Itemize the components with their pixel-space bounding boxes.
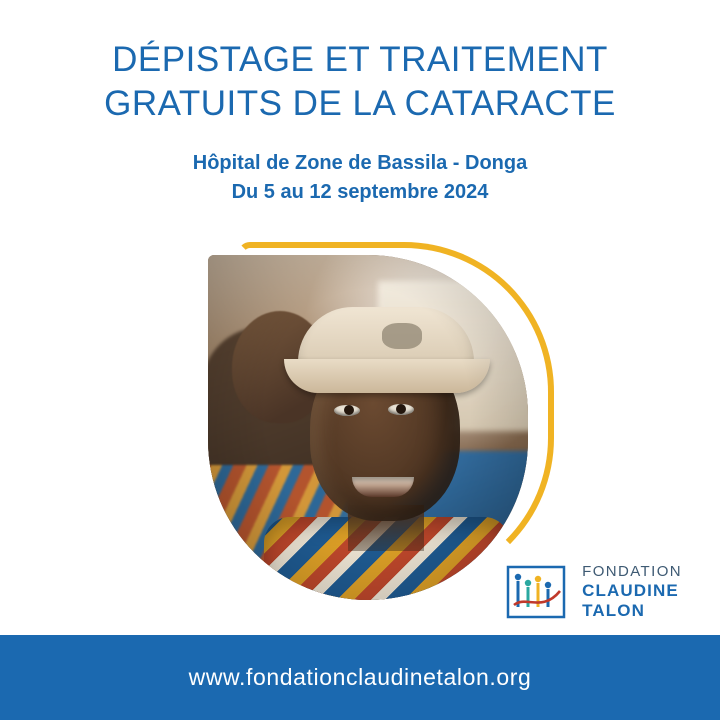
subject-smile [352,477,414,497]
subject-pupil-right [396,404,406,414]
website-url[interactable]: www.fondationclaudinetalon.org [188,664,532,690]
hero-photo [208,255,528,600]
visual-area [0,233,720,633]
subject-pupil-left [344,405,354,415]
subtitle [40,149,680,207]
footer-bar [0,635,720,720]
foundation-people-icon [504,561,570,623]
subtitle-dates: Du 5 au 12 septembre 2024 [231,180,489,203]
logo-line-claudine: CLAUDINE [582,580,679,600]
headline-line-2: GRATUITS DE LA CATARACTE [104,84,616,124]
foundation-logo-text [582,563,682,621]
foundation-logo [504,561,682,623]
subject-cap-brim [284,359,490,393]
headline-line-1: DÉPISTAGE ET TRAITEMENT [112,40,608,79]
page-title [40,38,680,127]
cap-logo-icon [382,323,422,349]
logo-line-talon: TALON [582,600,645,620]
subtitle-location: Hôpital de Zone de Bassila - Donga [192,151,528,174]
photo-subject [282,309,492,600]
logo-line-fondation: FONDATION [582,562,682,580]
